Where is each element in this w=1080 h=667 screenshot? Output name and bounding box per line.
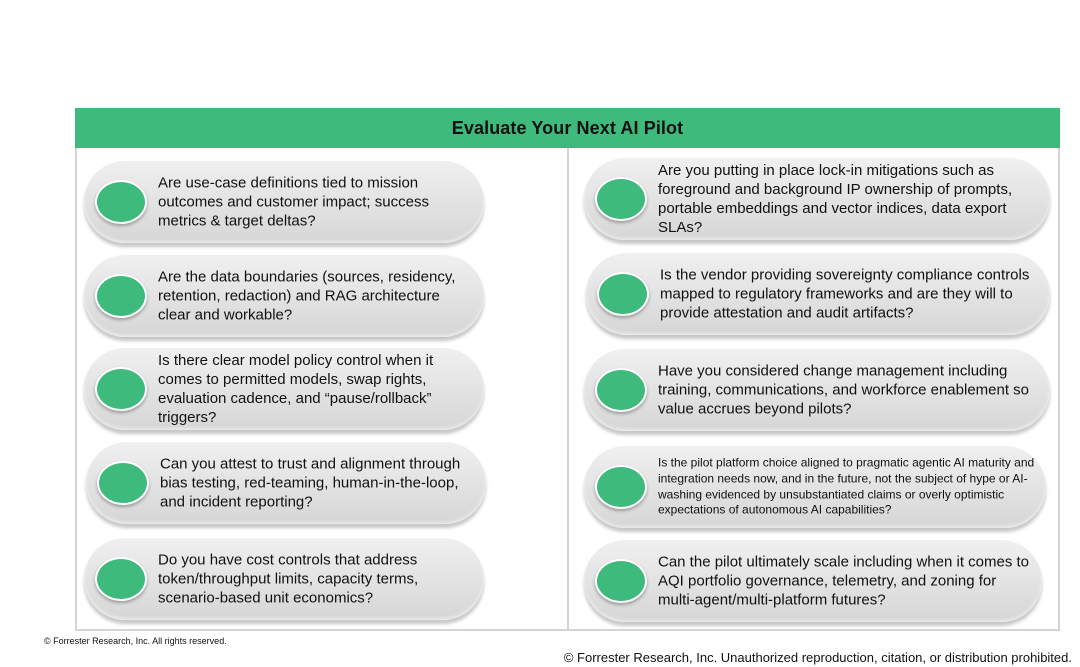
question-text: Have you considered change management including training, communications, and workforce enablement so value accrues beyond pilots? [658,362,1030,418]
question-text: Are use-case definitions tied to mission outcomes and customer impact; success metrics & target deltas? [158,174,429,230]
question-text: Is the vendor providing sovereignty compliance controls mapped to regulatory frameworks and are they will to provide attestation and audit artifacts? [660,266,1030,322]
question-text: Are you putting in place lock-in mitigations such as foreground and background IP ownership of prompts, portable embeddings and vector indices, data export SLAs? [658,162,1013,236]
question-text: Is there clear model policy control when it comes to permitted models, swap rights, evaluation cadence, and “pause/rollback” triggers? [158,352,434,426]
question-text: Are the data boundaries (sources, residency, retention, redaction) and RAG architecture clear and workable? [158,268,456,324]
question-card-right-2 [586,253,1050,335]
question-text: Can the pilot ultimately scale including when it comes to AQI portfolio governance, telemetry, and zoning for multi-agent/multi-platform futures? [658,553,1030,609]
column-divider [567,148,569,631]
green-bullet-icon [95,274,147,318]
green-bullet-icon [595,465,647,509]
copyright-small: © Forrester Research, Inc. All rights reserved. [44,636,227,646]
green-bullet-icon [97,461,149,505]
page-title: Evaluate Your Next AI Pilot [451,117,684,138]
question-card-left-2 [84,255,484,337]
question-text: Can you attest to trust and alignment through bias testing, red-teaming, human-in-the-loop, and incident reporting? [160,455,461,511]
green-bullet-icon [95,180,147,224]
green-bullet-icon [595,177,647,221]
green-bullet-icon [95,557,147,601]
header-bar [75,108,1060,148]
green-bullet-icon [595,559,647,603]
question-card-left-4 [86,442,486,524]
question-card-right-3 [584,349,1050,431]
green-bullet-icon [595,368,647,412]
question-text: Is the pilot platform choice aligned to pragmatic agentic AI maturity and integration needs now, and in the future, not the subject of hype or AI-washing evidenced by unsubstantiated claims or overly optimistic expectations of autonomous AI capabilities? [658,455,1035,517]
question-text: Do you have cost controls that address token/throughput limits, capacity terms, scenario-based unit economics? [158,551,419,607]
copyright-notice: © Forrester Research, Inc. Unauthorized reproduction, citation, or distribution prohibited. [563,650,1072,665]
green-bullet-icon [95,367,147,411]
green-bullet-icon [597,272,649,316]
question-card-right-1 [584,158,1050,240]
question-card-right-4 [584,446,1046,528]
question-card-left-1 [84,161,484,243]
question-card-right-5 [584,540,1042,622]
question-card-left-3 [84,348,484,430]
question-card-left-5 [84,538,484,620]
